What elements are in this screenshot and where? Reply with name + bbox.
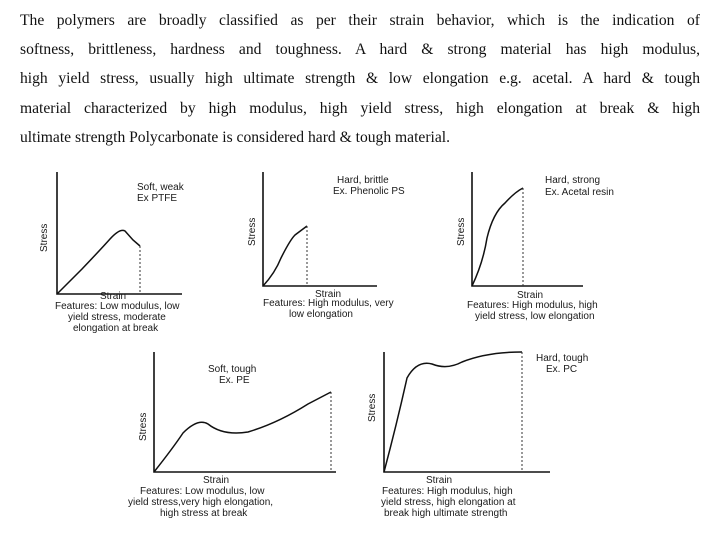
y-axis-label: Stress	[247, 217, 258, 246]
graph-title-line: Ex. PE	[219, 375, 250, 386]
graph-title-line: Ex PTFE	[137, 193, 178, 204]
features-line: yield stress,very high elongation,	[128, 497, 274, 508]
stress-strain-curve	[154, 392, 331, 472]
stress-strain-figure	[30, 168, 230, 343]
features-line: yield stress, high elongation at	[381, 497, 516, 508]
stress-strain-figure	[128, 348, 348, 538]
graph-title-line: Ex. Phenolic PS	[333, 186, 405, 197]
graph-title-line: Ex. Acetal resin	[545, 187, 614, 198]
graph-hard-strong	[455, 168, 655, 343]
stress-strain-figure	[245, 168, 445, 343]
paragraph-line: ultimate strength Polycarbonate is considered hard & tough material.	[20, 128, 451, 146]
graph-title-line: Soft, tough	[208, 364, 257, 375]
features-line: yield stress, low elongation	[475, 311, 595, 322]
stress-strain-figure	[362, 348, 612, 538]
y-axis-label: Stress	[138, 412, 149, 441]
features-line: Features: High modulus, very	[263, 298, 394, 309]
x-axis-label: Strain	[100, 291, 127, 302]
graph-soft-weak	[30, 168, 230, 343]
features-line: break high ultimate strength	[384, 508, 508, 519]
graph-hard-tough	[362, 348, 612, 538]
graph-hard-brittle	[245, 168, 445, 343]
paragraph-line: softness, brittleness, hardness and toughness. A hard & strong material has high modulus,	[20, 41, 700, 59]
stress-strain-curve	[384, 352, 522, 472]
features-line: Features: High modulus, high	[467, 300, 598, 311]
y-axis-label: Stress	[39, 223, 50, 252]
x-axis-label: Strain	[517, 290, 544, 301]
graph-title-line: Hard, strong	[545, 175, 601, 186]
intro-paragraph	[20, 6, 700, 152]
stress-strain-curve	[472, 188, 523, 286]
graph-soft-tough	[128, 348, 348, 538]
x-axis-label: Strain	[315, 289, 342, 300]
paragraph-line: high yield stress, usually high ultimate strength & low elongation e.g. acetal. A hard & tough	[20, 70, 700, 88]
x-axis-label: Strain	[203, 475, 230, 486]
features-line: Features: High modulus, high	[382, 486, 513, 497]
y-axis-label: Stress	[456, 217, 467, 246]
features-line: low elongation	[289, 309, 353, 320]
graph-title-line: Ex. PC	[546, 364, 578, 375]
features-line: Features: Low modulus, low	[55, 301, 180, 312]
features-line: yield stress, moderate	[68, 312, 166, 323]
axis-lines	[384, 352, 550, 472]
stress-strain-figure	[455, 168, 655, 343]
x-axis-label: Strain	[426, 475, 453, 486]
paragraph-line: material characterized by high modulus, high yield stress, high elongation at break & high	[20, 99, 700, 117]
y-axis-label: Stress	[367, 393, 378, 422]
features-line: Features: Low modulus, low	[140, 486, 265, 497]
paragraph-line: The polymers are broadly classified as per their strain behavior, which is the indication of	[20, 12, 700, 29]
features-line: high stress at break	[160, 508, 248, 519]
graph-title-line: Hard, tough	[536, 353, 589, 364]
stress-strain-curve	[263, 226, 307, 286]
stress-strain-curve	[57, 230, 140, 294]
graph-title-line: Hard, brittle	[337, 175, 389, 186]
features-line: elongation at break	[73, 323, 159, 334]
graph-title-line: Soft, weak	[137, 182, 184, 193]
